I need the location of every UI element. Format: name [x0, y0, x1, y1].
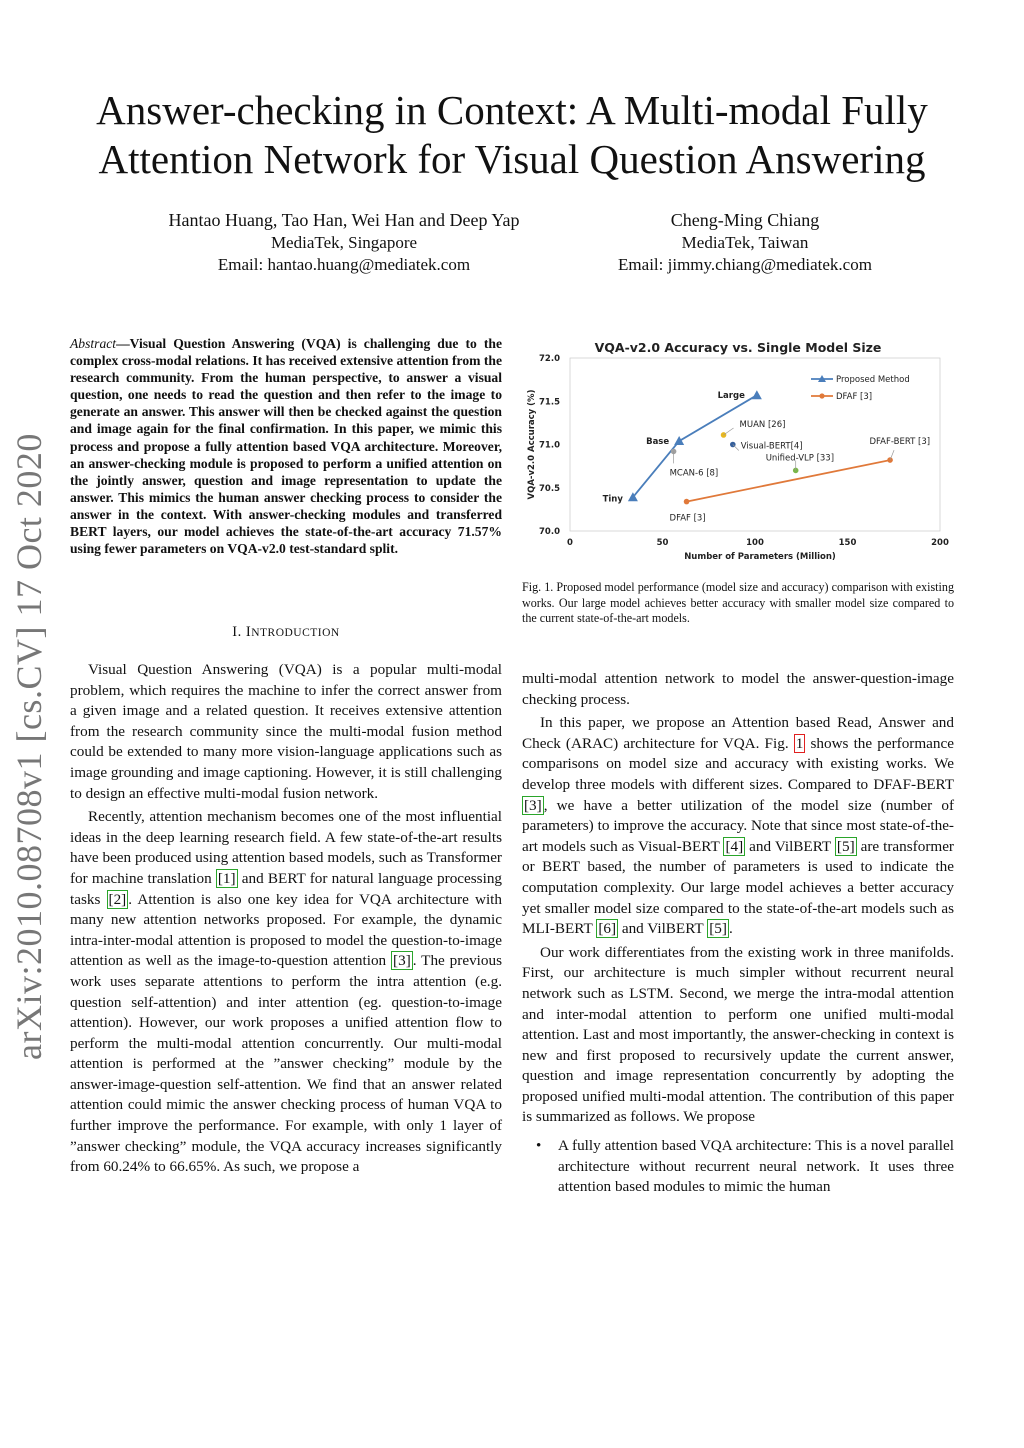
abstract: [70, 335, 502, 557]
y-axis-label: VQA-v2.0 Accuracy (%): [527, 389, 537, 500]
legend-label: DFAF [3]: [836, 392, 873, 402]
paragraph: Our work differentiates from the existing work in three manifolds. First, our architecture is much simpler without recurrent neural network such as LSTM. Second, we merge the intra-modal attention and inter-modal attention to perform one unified multi-modal attention. Last and most importantly, the answer-checking in context is new and first proposed to recursively update the current answer, question and image representation concurrently by adopting the proposed unified multi-modal attention. The contribution of this paper is summarized as follows. We propose: [522, 943, 954, 1126]
point-label: Unified-VLP [33]: [765, 453, 835, 464]
point-label: MCAN-6 [8]: [669, 468, 719, 479]
paragraph: multi-modal attention network to model the answer-question-image checking process.: [522, 670, 954, 708]
point-label: Tiny: [602, 494, 623, 505]
data-point-circle: [721, 432, 727, 438]
section-heading-introduction: [70, 624, 502, 641]
chart-title: VQA-v2.0 Accuracy vs. Single Model Size: [594, 340, 882, 355]
author-email: Email: hantao.huang@mediatek.com: [217, 255, 471, 274]
legend-label: Proposed Method: [836, 375, 910, 385]
figure-caption: Fig. 1. Proposed model performance (model size and accuracy) comparison with existing works. Our large model achieves better accuracy with smaller model size compared to the current state-of-the-art models.: [522, 580, 954, 626]
x-tick-label: 100: [746, 538, 764, 548]
x-tick-label: 150: [838, 538, 857, 548]
section-numeral: I.: [232, 624, 246, 640]
author-names: Cheng-Ming Chiang: [670, 210, 820, 230]
y-tick-label: 71.5: [539, 397, 560, 408]
x-tick-label: 50: [656, 538, 669, 548]
arxiv-identifier: arXiv:2010.08708v1 [cs.CV] 17 Oct 2020: [9, 433, 49, 1060]
y-tick-label: 71.0: [539, 440, 560, 451]
section-first-letter: I: [245, 624, 252, 640]
bullet-text: A fully attention based VQA architecture: This is a novel parallel architecture without recurrent neural network. It uses three attention based modules to mimic the human: [558, 1137, 954, 1196]
paper-title: Answer-checking in Context: A Multi-modal Fully Attention Network for Visual Question Answering: [96, 87, 928, 182]
leader-line: [724, 428, 734, 435]
author-affiliation: MediaTek, Singapore: [270, 233, 418, 252]
bullet-item: [522, 1136, 954, 1198]
abstract-text: —Visual Question Answering (VQA) is challenging due to the complex cross-modal relations. It has received extensive attention from the research community. From the human perspective, to answer a visual question, one needs to read the question and then refer to the image to generate an answer. This answer will then be checked against the question and image again for the final confirmation. In this paper, we mimic this process and propose a fully attention based VQA architecture. Moreover, an answer-checking module is proposed to perform a unified attention on the jointly answer, question and image representation to update the answer. This mimics the human answer checking process to consider the answer in the context. With answer-checking modules and transferred BERT layers, our model achieves the state-of-the-art accuracy 71.57% using fewer parameters on VQA-v2.0 test-standard split.: [70, 336, 502, 557]
legend-marker: [819, 393, 824, 398]
point-label: MUAN [26]: [739, 419, 786, 430]
leader-line: [733, 445, 739, 451]
paragraph: Visual Question Answering (VQA) is a popular multi-modal problem, which requires the machine to infer the correct answer from a given image and a related question. It receives extensive attention from the research community since the multi-modal fusion method could be extended to many more vision-language applications such as image grounding and image captioning. However, it is still challenging to design an effective multi-modal fusion network.: [70, 661, 502, 802]
point-label: DFAF-BERT [3]: [869, 437, 931, 448]
section-rest: NTRODUCTION: [251, 627, 340, 639]
x-tick-label: 0: [567, 538, 573, 548]
point-label: Large: [717, 391, 745, 402]
figure-link[interactable]: 1: [795, 734, 804, 752]
y-tick-label: 72.0: [539, 354, 560, 364]
data-point-circle: [684, 499, 690, 505]
citation-link[interactable]: [3]: [524, 796, 542, 814]
author-affiliation: MediaTek, Taiwan: [681, 233, 809, 252]
author-block-1: [140, 208, 548, 276]
figure-chart: [520, 336, 956, 568]
bullet-icon: •: [536, 1137, 542, 1155]
x-tick-label: 200: [931, 538, 949, 548]
author-names: Hantao Huang, Tao Han, Wei Han and Deep Yap: [168, 210, 520, 230]
citation-link[interactable]: [3]: [393, 952, 411, 970]
data-point-triangle: [674, 436, 684, 445]
point-label: DFAF [3]: [669, 513, 706, 524]
left-column-body: [70, 660, 502, 1181]
data-point-circle: [887, 457, 893, 463]
y-tick-label: 70.0: [539, 527, 560, 537]
data-point-triangle: [752, 390, 762, 399]
citation-link[interactable]: [4]: [725, 837, 744, 855]
abstract-lead: Abstract: [70, 336, 117, 351]
citation-link[interactable]: [6]: [598, 920, 617, 938]
right-column-body: [522, 669, 954, 1198]
author-block-2: [580, 208, 910, 276]
point-label: Base: [646, 437, 670, 448]
series-line: [687, 460, 891, 502]
paragraph: In this paper, we propose an Attention based Read, Answer and Check (ARAC) architecture for VQA. Fig. 1 shows the performance comparisons on model size and accuracy with existing works. We develop three models with different sizes. Compared to DFAF-BERT [3] , we have a better utilization of the model size (number of parameters) to improve the accuracy. Note that since most state-of-the-art models such as Visual-BERT [4] and VilBERT [5] are transformer or BERT based, the number of parameters is used to indicate the computation complexity. Our large model achieves a better accuracy yet smaller model size compared to the state-of-the-art models such as MLI-BERT [6] and VilBERT [5] .: [522, 714, 954, 938]
y-tick-label: 70.5: [539, 483, 560, 494]
citation-link[interactable]: [2]: [108, 890, 127, 908]
author-email: Email: jimmy.chiang@mediatek.com: [618, 255, 872, 274]
x-axis-label: Number of Parameters (Million): [684, 552, 836, 562]
citation-link[interactable]: [5]: [709, 920, 727, 938]
citation-link[interactable]: [5]: [836, 837, 855, 855]
citation-link[interactable]: [1]: [217, 869, 236, 887]
paragraph: Recently, attention mechanism becomes one of the most influential ideas in the deep learning research field. A few state-of-the-art results have been produced using attention based models, such as Transformer for machine translation [1] and BERT for natural language processing tasks [2] . Attention is also one key idea for VQA architecture with many new attention networks proposed. For example, the dynamic intra-inter-modal attention is proposed to model the question-to-image attention as well as the image-to-question attention [3] . The previous work uses separate attentions to perform the intra attention (e.g. question self-attention) and inter attention (eg. question-to-image attention). However, our work proposes a unified attention flow to perform the multi-modal attention concurrently. Our multi-modal attention is performed at the ”answer checking” module by the answer-image-question self-attention. We find that an answer related attention could mimic the answer checking process of human VQA to further improve the performance. For example, with only 1 layer of ”answer checking” module, the VQA accuracy increases significantly from 60.24% to 66.65%. As such, we propose a: [70, 808, 503, 1176]
point-label: Visual-BERT[4]: [740, 441, 803, 452]
